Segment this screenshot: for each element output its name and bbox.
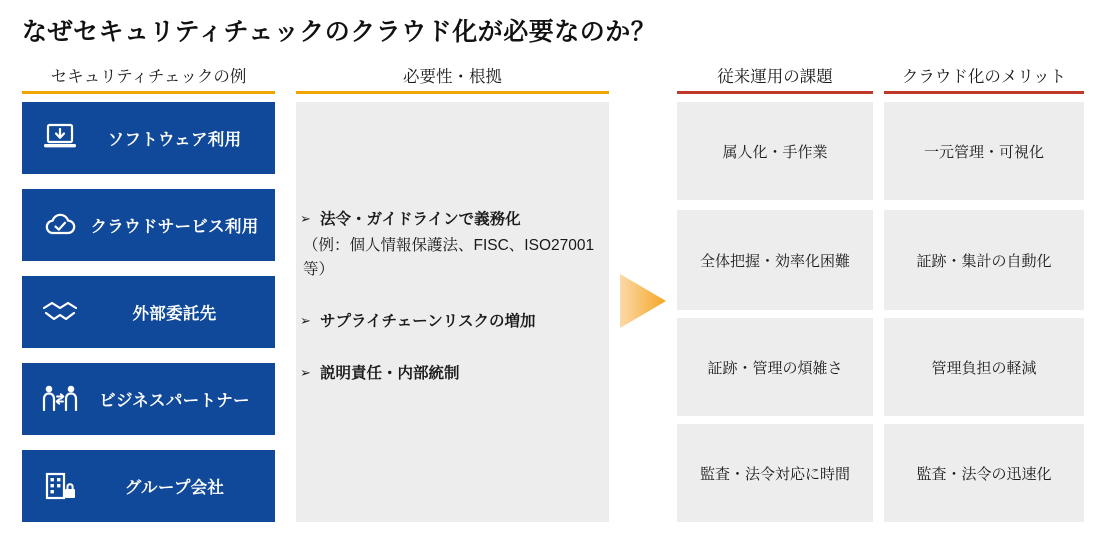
necessity-item-heading: 法令・ガイドラインで義務化 <box>320 211 521 228</box>
issue-box: 証跡・管理の煩雑さ <box>677 318 873 416</box>
column-header-examples-label: セキュリティチェックの例 <box>50 68 247 86</box>
necessity-item <box>300 310 606 334</box>
merit-box: 監査・法令の迅速化 <box>884 424 1084 522</box>
example-card-business-partner[interactable] <box>22 363 275 435</box>
header-underline-red <box>884 91 1084 94</box>
necessity-item-heading: サプライチェーンリスクの増加 <box>320 313 536 331</box>
necessity-item <box>300 208 606 282</box>
building-lock-icon <box>40 466 80 506</box>
header-underline-orange <box>22 91 275 94</box>
page-title: なぜセキュリティチェックのクラウド化が必要なのか？ <box>22 18 657 46</box>
necessity-item-heading: 説明責任・内部統制 <box>320 365 460 383</box>
laptop-download-icon <box>40 118 80 158</box>
example-card-label: クラウドサービス利用 <box>90 218 259 236</box>
bullet-arrow-icon: ➢ <box>300 211 311 226</box>
issue-box: 全体把握・効率化困難 <box>677 210 873 310</box>
column-header-merits-label: クラウド化のメリット <box>901 68 1067 86</box>
column-header-issues <box>677 63 873 94</box>
merit-box: 証跡・集計の自動化 <box>884 210 1084 310</box>
example-card-software[interactable] <box>22 102 275 174</box>
example-card-label: 外部委託先 <box>132 305 217 323</box>
example-card-label: グループ会社 <box>124 479 225 497</box>
bullet-arrow-icon: ➢ <box>300 313 311 329</box>
column-header-necessity <box>296 63 609 94</box>
column-header-examples <box>22 63 275 94</box>
column-header-issues-label: 従来運用の課題 <box>717 68 833 86</box>
right-arrow-gradient-icon <box>620 268 672 334</box>
handshake-icon <box>40 292 80 332</box>
necessity-item-detail: （例：個人情報保護法、FISC、ISO27001等） <box>303 237 595 279</box>
cloud-check-icon <box>40 205 80 245</box>
column-header-necessity-label: 必要性・根拠 <box>403 68 502 86</box>
example-card-outsourcing[interactable] <box>22 276 275 348</box>
bullet-arrow-icon: ➢ <box>300 365 311 381</box>
example-card-cloud-service[interactable] <box>22 189 275 261</box>
necessity-list <box>300 208 606 403</box>
issue-box: 監査・法令対応に時間 <box>677 424 873 522</box>
example-card-label: ビジネスパートナー <box>99 392 250 410</box>
people-exchange-icon <box>40 379 80 419</box>
example-card-label: ソフトウェア利用 <box>107 131 242 149</box>
example-card-group-company[interactable] <box>22 450 275 522</box>
merit-box: 一元管理・可視化 <box>884 102 1084 200</box>
header-underline-red <box>677 91 873 94</box>
column-header-merits <box>884 63 1084 94</box>
necessity-item <box>300 362 606 386</box>
header-underline-orange <box>296 91 609 94</box>
merit-box: 管理負担の軽減 <box>884 318 1084 416</box>
issue-box: 属人化・手作業 <box>677 102 873 200</box>
